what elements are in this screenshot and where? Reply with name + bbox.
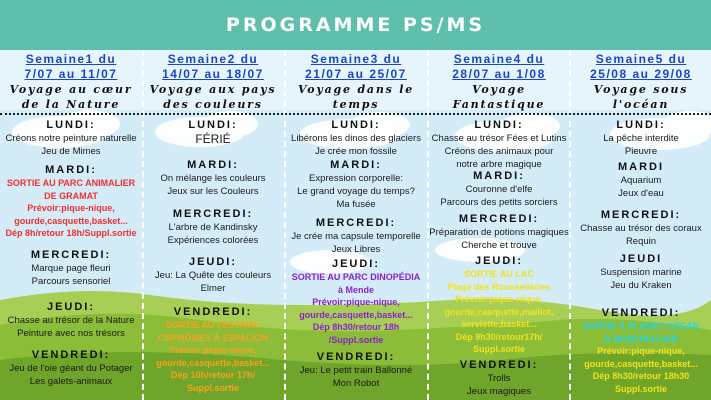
- day-label: VENDREDI:: [316, 351, 396, 363]
- activity: Couronne d'elfe: [465, 184, 533, 195]
- outing-info: gourde,casquette,basket...: [14, 215, 128, 226]
- activity: Expériences colorées: [167, 235, 259, 246]
- week-dates: 7/07 au 11/07: [24, 67, 118, 81]
- activity: Marque page fleuri: [31, 263, 111, 274]
- week-dates: 25/08 au 29/08: [590, 67, 692, 81]
- day-monday: [570, 118, 711, 158]
- activity: Mon Robot: [332, 378, 380, 389]
- day-label: LUNDI:: [474, 119, 524, 131]
- day-friday: [285, 350, 427, 390]
- activity: Créons des animaux pour: [444, 146, 554, 157]
- activity: Je crée ma capsule temporelle: [291, 231, 421, 242]
- day-label: JEUDI:: [188, 256, 238, 268]
- column-divider: [142, 50, 144, 400]
- week-title: Semaine1 du: [25, 52, 117, 66]
- week-columns: [0, 50, 711, 400]
- day-wednesday: [142, 207, 284, 247]
- day-label: MARDI:: [330, 159, 382, 171]
- week-theme: Fantastique: [452, 98, 546, 111]
- week-dates: 14/07 au 18/07: [162, 67, 264, 81]
- outing-info: Prévoir:pique-nique,: [169, 345, 257, 355]
- outing-info: Dép 9h30/retour17h/: [455, 331, 543, 342]
- activity: Pieuvre: [624, 146, 658, 157]
- activity: Chasse au trésor Fées et Lutins: [431, 133, 567, 144]
- day-friday: [142, 305, 284, 394]
- day-friday: [428, 358, 570, 398]
- activity: Aquarium: [620, 175, 662, 186]
- outing-title: DE GRAMAT: [44, 190, 98, 201]
- day-label: MARDI:: [187, 159, 239, 171]
- activity: Parcours sensoriel: [31, 276, 111, 287]
- day-label: LUNDI:: [188, 119, 238, 131]
- week-theme: Voyage aux pays: [149, 83, 277, 96]
- day-thursday: [0, 300, 142, 340]
- activity: Ma fusée: [336, 199, 376, 210]
- activity: Jeu: Le petit train Ballonné: [299, 365, 413, 376]
- outing-info: gourde,casquette,basket...: [299, 309, 413, 320]
- week-theme: Voyage sous: [593, 83, 689, 96]
- outing-title: Plage des Rousselleries: [447, 281, 551, 292]
- outing-info: gourde,casquette,maillot,: [444, 306, 554, 317]
- day-friday: [0, 348, 142, 388]
- week-theme: temps: [332, 98, 380, 111]
- day-tuesday: [0, 163, 142, 240]
- activity: Cherche et trouve: [461, 240, 537, 251]
- week-title: Semaine5 du: [595, 52, 687, 66]
- week-title: Semaine2 du: [167, 52, 259, 66]
- week-theme: l'océan: [612, 98, 670, 111]
- activity: Je crée mon fossile: [315, 146, 397, 157]
- day-thursday: [428, 254, 570, 356]
- day-label: VENDREDI:: [601, 307, 681, 319]
- column-divider: [569, 50, 571, 400]
- day-label: JEUDI: [619, 253, 663, 265]
- activity: Jeu de Mimes: [41, 146, 101, 157]
- outing-info: gourde,casquette,basket...: [584, 358, 698, 369]
- week-theme: des couleurs: [163, 98, 263, 111]
- week-header: [142, 50, 284, 113]
- day-label: MERCREDI:: [458, 213, 540, 225]
- activity: Parcours des petits sorciers: [440, 197, 558, 208]
- outing-title: SORTIE AU LAC: [464, 269, 534, 279]
- week-header: [285, 50, 427, 113]
- week-column-1: [0, 50, 142, 400]
- outing-info: Dép 10h/retour 17h/: [170, 370, 256, 380]
- week-theme: Voyage dans le: [297, 83, 415, 96]
- activity: Jeu de l'oie géant du Potager: [9, 363, 133, 374]
- activity: FÉRIÉ: [195, 132, 231, 146]
- day-label: MARDI:: [473, 170, 525, 182]
- header-separator: [0, 113, 711, 115]
- activity: Expression corporelle:: [309, 173, 403, 184]
- outing-info: serviette,basket...: [461, 319, 537, 329]
- day-label: MERCREDI:: [172, 208, 254, 220]
- outing-info: Suppl.sortie: [472, 344, 525, 354]
- day-thursday: [285, 257, 427, 346]
- activity: Chasse au trésor de la Nature: [7, 315, 135, 326]
- day-label: MERCREDI:: [600, 209, 682, 221]
- day-wednesday: [0, 248, 142, 288]
- activity: Suspension marine: [600, 267, 682, 278]
- activity: Jeux Libres: [331, 244, 381, 255]
- day-label: MARDI: [617, 161, 665, 173]
- outing-info: /Suppl.sortie: [328, 334, 384, 345]
- week-title: Semaine4 du: [453, 52, 545, 66]
- column-divider: [427, 50, 429, 400]
- day-label: LUNDI:: [616, 119, 666, 131]
- outing-info: gourde,casquette,basket...: [156, 357, 270, 368]
- week-column-5: [570, 50, 711, 400]
- outing-title: CAPMÔMES À ESPALION: [158, 332, 268, 343]
- day-label: LUNDI:: [331, 119, 381, 131]
- activity: Jeux magiques: [467, 386, 531, 397]
- day-wednesday: [428, 212, 570, 252]
- outing-info: Dép 8h30/retour 18h: [312, 322, 400, 332]
- activity: Les galets-animaux: [29, 376, 113, 387]
- day-label: MERCREDI:: [30, 249, 112, 261]
- week-theme: Voyage: [472, 83, 526, 96]
- activity: notre arbre magique: [456, 159, 542, 170]
- column-divider: [284, 50, 286, 400]
- day-monday: [0, 118, 142, 158]
- week-column-2: [142, 50, 284, 400]
- outing-info: Suppl.sortie: [186, 382, 239, 393]
- activity: Requin: [625, 236, 657, 247]
- day-label: VENDREDI:: [459, 359, 539, 371]
- outing-info: Prévoir:pique-nique,: [455, 294, 543, 304]
- week-dates: 28/07 au 1/08: [452, 67, 546, 81]
- outing-title: SORTIE AU PARC ANIMALIER: [6, 178, 136, 188]
- day-label: VENDREDI:: [31, 349, 111, 361]
- week-theme: de la Nature: [21, 98, 121, 111]
- day-tuesday: [142, 158, 284, 198]
- day-thursday: [570, 252, 711, 292]
- day-label: JEUDI:: [46, 301, 96, 313]
- page-title: PROGRAMME PS/MS: [225, 14, 486, 36]
- week-header: [428, 50, 570, 113]
- day-monday: [285, 118, 427, 158]
- day-tuesday: [570, 160, 711, 200]
- activity: Jeu: La Quête des couleurs: [154, 270, 272, 281]
- activity: Libérons les dinos des glaciers: [291, 133, 421, 144]
- outing-title: à Mende: [337, 284, 374, 295]
- week-column-3: [285, 50, 427, 400]
- day-tuesday: [428, 169, 570, 209]
- week-dates: 21/07 au 25/07: [305, 67, 407, 81]
- day-friday: [570, 306, 711, 395]
- day-monday: [142, 118, 284, 147]
- day-label: JEUDI:: [331, 258, 381, 270]
- outing-title: À MONTPELLIER: [604, 333, 678, 344]
- activity: L'arbre de Kandinsky: [168, 222, 258, 233]
- outing-info: Prévoir:pique-nique,: [27, 203, 115, 213]
- outing-info: Suppl.sortie: [614, 383, 667, 394]
- day-label: VENDREDI:: [173, 306, 253, 318]
- day-tuesday: [285, 158, 427, 211]
- day-label: LUNDI:: [46, 119, 96, 131]
- activity: Jeu du Kraken: [610, 280, 672, 291]
- outing-title: SORTIE AU PARC DINOPÉDIA: [291, 272, 421, 282]
- outing-info: Prévoir:pique-nique,: [312, 297, 400, 307]
- week-column-4: [428, 50, 570, 400]
- week-title: Semaine3 du: [310, 52, 402, 66]
- outing-title: SORTIE À PLANET OCEAN: [582, 321, 699, 331]
- day-wednesday: [570, 208, 711, 248]
- week-theme: Voyage au cœur: [9, 83, 133, 96]
- outing-title: SORTIE AU FESTIVAL: [165, 320, 260, 330]
- activity: On mélange les couleurs: [160, 173, 266, 184]
- week-header: [0, 50, 142, 113]
- activity: Peinture avec nos trésors: [17, 328, 125, 339]
- activity: Créons notre peinture naturelle: [5, 133, 137, 144]
- outing-info: Prévoir:pique-nique,: [597, 346, 685, 356]
- day-wednesday: [285, 216, 427, 256]
- outing-info: Dép 8h30/retour 18h30: [592, 371, 690, 381]
- day-monday: [428, 118, 570, 171]
- day-label: JEUDI:: [474, 255, 524, 267]
- activity: Elmer: [200, 283, 226, 294]
- activity: Jeux sur les Couleurs: [167, 186, 259, 197]
- activity: Le grand voyage du temps?: [297, 186, 415, 197]
- activity: La pêche interdite: [603, 133, 679, 144]
- title-bar: [0, 0, 711, 50]
- activity: Trolls: [487, 373, 511, 384]
- activity: Préparation de potions magiques: [429, 227, 569, 238]
- activity: Chasse au trésor des coraux: [580, 223, 702, 234]
- day-label: MERCREDI:: [315, 217, 397, 229]
- day-thursday: [142, 255, 284, 295]
- week-header: [570, 50, 711, 113]
- activity: Jeux d'eau: [618, 188, 664, 199]
- day-label: MARDI:: [45, 164, 97, 176]
- outing-info: Dép 8h/retour 18h/Suppl.sortie: [5, 228, 137, 238]
